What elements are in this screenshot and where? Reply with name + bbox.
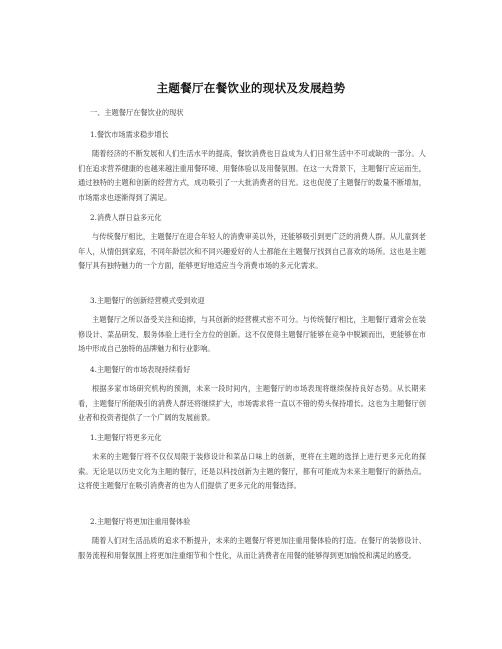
subsection-heading: 1.主题餐厅将更多元化 <box>90 433 162 442</box>
paragraph: 根据多家市场研究机构的预测，未来一段时间内，主题餐厅的市场表现将继续保持良好态势。从长期来看，主题餐厅所能吸引的消费人群还将继续扩大，市场需求将一直以不错的势头保持增长。这也为主题餐厅创业者和投资者提供了一个广阔的发展前景。 <box>78 384 426 423</box>
section-heading: 一、主题餐厅在餐饮业的现状 <box>90 108 184 117</box>
subsection-heading: 3.主题餐厅的创新经营模式受到欢迎 <box>90 296 205 305</box>
subsection-heading: 2.主题餐厅将更加注重用餐体验 <box>90 517 191 526</box>
subsection-heading: 4.主题餐厅的市场表现持续看好 <box>90 365 191 374</box>
subsection-heading: 1.餐饮市场需求稳步增长 <box>90 130 169 139</box>
document-title: 主题餐厅在餐饮业的现状及发展趋势 <box>156 81 346 95</box>
paragraph: 未来的主题餐厅将不仅仅局限于装修设计和菜品口味上的创新，更将在主题的选择上进行更多元化的探索。无论是以历史文化为主题的餐厅，还是以科技创新为主题的餐厅，都有可能成为未来主题餐厅的新热点。这将使主题餐厅在吸引消费者的也为人们提供了更多元化的用餐选择。 <box>78 452 426 491</box>
subsection-heading: 2.消费人群日益多元化 <box>90 213 162 222</box>
paragraph: 随着经济的不断发展和人们生活水平的提高，餐饮消费也日益成为人们日常生活中不可或缺的一部分。人们在追求营养健康的也越来越注重用餐环境、用餐体验以及用餐氛围。在这一大背景下，主题餐厅应运而生，通过独特的主题和创新的经营方式，成功吸引了一大批消费者的目光。这也促使了主题餐厅的数量不断增加，市场需求也逐渐得到了满足。 <box>78 149 426 202</box>
paragraph: 与传统餐厅相比，主题餐厅在迎合年轻人的消费审美以外，还能够吸引到更广泛的消费人群。从儿童到老年人，从情侣到家庭，不同年龄层次和不同兴趣爱好的人士都能在主题餐厅找到自己喜欢的场所。这也是主题餐厅具有独特魅力的一个方面，能够更好地适应当今消费市场的多元化需求。 <box>78 232 426 271</box>
paragraph: 主题餐厅之所以备受关注和追捧，与其创新的经营模式密不可分。与传统餐厅相比，主题餐厅通常会在装修设计、菜品研发、服务体验上进行全方位的创新。这不仅使得主题餐厅能够在竞争中脱颖而出，更能够在市场中形成自己独特的品牌魅力和行业影响。 <box>78 315 426 354</box>
paragraph: 随着人们对生活品质的追求不断提升，未来的主题餐厅将更加注重用餐体验的打造。在餐厅的装修设计、服务流程和用餐氛围上将更加注重细节和个性化，从而让消费者在用餐的能够得到更加愉悦和满足的感受。 <box>78 536 426 560</box>
